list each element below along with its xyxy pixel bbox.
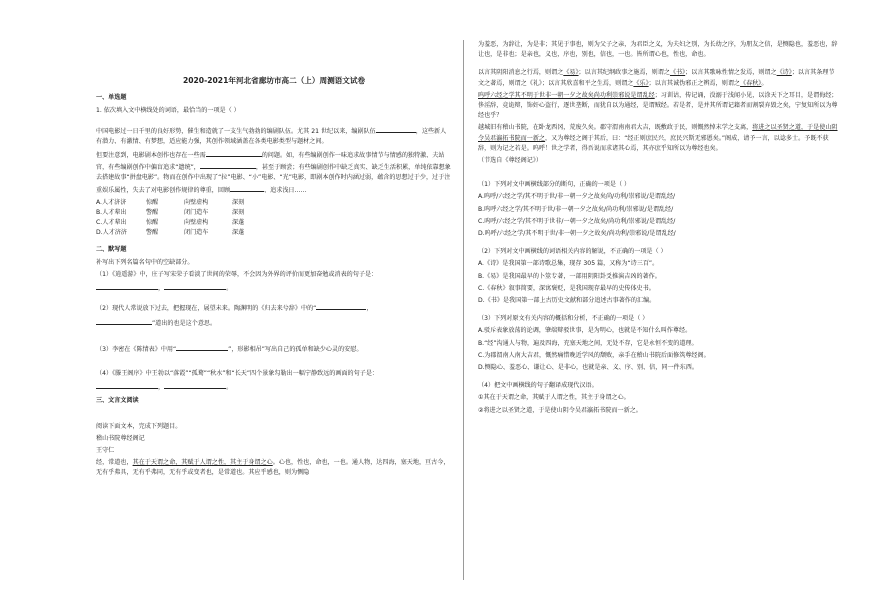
passage-text-cont-2: 以言其阴阳消息之行焉，则谓之《易》；以言其纪纲政事之施焉，则谓之《书》；以言其歌咏性情之发焉，则谓之《诗》；以言其条理节文之著焉，则谓之《礼》；以言其欣喜和平之生焉，则谓之《乐》；以言其诚伪邪正之辨焉，则谓之《春秋》。 xyxy=(478,69,835,87)
answer-blank xyxy=(176,343,228,351)
subquestion-3-option-a: A.驳斥表象放荡的论调，肇端辩驳世事，是为明心，也就是不知什么叫作尊经。 xyxy=(478,327,692,335)
answer-blank xyxy=(164,381,226,389)
question-2-intro: 补写出下列名篇名句中的空缺部分。 xyxy=(96,258,194,266)
subquestion-3-option-b: B.“经”沟通人与物，遍及四海，充塞天地之间，无处不存，它是永恒不变的道理。 xyxy=(478,339,698,347)
subquestion-1: （1）下列对文中画横线部分的断句，正确的一项是（ ） xyxy=(478,181,631,189)
answer-blank xyxy=(230,184,264,192)
answer-blank xyxy=(376,125,416,133)
right-column xyxy=(478,40,840,418)
subquestion-1-option-a: A.呜呼/六经之学/其不明于世/非一朝一夕之故矣尚/功利/崇邪说/是谓乱经/ xyxy=(478,193,676,201)
answer-blank xyxy=(316,302,366,310)
subquestion-1-option-c: C.呜呼/六经之学/其不明于世非/一朝一夕之故矣/尚功利/崇邪说/是谓乱经/ xyxy=(478,217,676,225)
subquestion-2-option-d: D.《书》是我国第一部上古历史文献和部分追述古事著作的汇编。 xyxy=(478,297,656,305)
page-title: 2020-2021年河北省廊坊市高二（上）周测语文试卷 xyxy=(182,76,366,85)
subquestion-1-option-d: D.呜呼/六经之学/其不明于世/非一朝一夕之故矣/尚功利/崇邪说/是谓乱经/ xyxy=(478,230,676,238)
option-d: D.人才济济 警醒 闭门造车 深蓬 xyxy=(96,229,245,237)
question-1-paragraph-1: 中国电影过一日千里的良好形势，催生和造就了一支生气勃勃的编剧队伍。尤其 21 世纪以来，编剧队伍 ，这些新人有潜力、有激情、有梦想，适应能力强，其创作领域涵盖在各类电影类型与题材之间。 xyxy=(96,125,452,147)
answer-blank xyxy=(96,317,152,325)
passage-text-start: 经，常道也，其在于天谓之命，其赋于人谓之性，其主于身谓之心。心也，性也，命也，一也。通人物，达四海，塞天地，亘古今，无有乎弗具，无有乎弗同，无有乎或变者也，是常道也。其应乎感也，则为恻隐 xyxy=(96,459,450,477)
passage-text-cont-4: 越城旧有稽山书院，在卧龙西冈，荒废久矣。郡守渭南南君大吉，既敷政于民，则慨然悼末学之支离，将进之以圣贤之道，于是使山阴令吴君瀛拓书院而一新之，又为尊经之阁于其后，曰：“经正则庶民兴，庶民兴斯无邪慝矣。”阁成，请予一言，以谂多士。予既不获辞，则为记之若是。呜呼！世之学者，得吾说而求诸其心焉，其亦庶乎知所以为尊经也矣。 xyxy=(478,124,838,152)
subquestion-4-item-1: ①其在于天谓之命，其赋于人谓之性，其主于身谓之心。 xyxy=(478,394,630,402)
question-2-part-3: （3）李密在《陈情表》中用“ ”，形影相吊”写出自己的孤单和缺少心灵的安慰。 xyxy=(96,343,452,355)
question-2-part-1-answer: ， 。 xyxy=(96,282,452,294)
section-heading-classical-reading: 三、文言文阅读 xyxy=(96,397,139,405)
question-2-part-2-cont: ”道出的也是这个意思。 xyxy=(96,317,452,329)
question-2-part-4: （4）《滕王阁序》中王勃以“落霞”“孤鹜”“秋水”和“长天”四个景象勾勒出一幅宁静致远的画面的句子是： xyxy=(96,370,379,378)
question-1-paragraph-2: 但要注意到，电影剧本创作也存在一些需 的问题。如，有些编剧创作一味追求故事情节与情感的独特激、夫站官，有些编剧创作中偏盲追求“遗统”， ，甚至于顾尝；有些编剧创作中缺乏真实、缺乏生活积累，单纯依靠想象去搭建故事“拼盘电影”。物而在创作中出现了“拉”电影、“小”电影、“光”电影，即剧本创作时内涵过弱，蕴含的思想过于少，过于注重娱乐属性，失去了对电影创作规律的尊重，回顾 、追求浅日…… xyxy=(96,149,452,196)
question-2-part-2: （2）现代人常说放下过去，把握现在，展望未来。陶渊明的《归去来兮辞》中的“ ， xyxy=(96,302,452,314)
subquestion-2-option-b: B.《易》是我国最早的卜筮专著，一部用阴阳卦爻推演吉凶的著作。 xyxy=(478,272,661,280)
question-2-part-1: （1）《逍遥游》中，庄子写宋荣子看淡了世间的荣辱，不会因为外界的评价而更加奋勉或消表的句子是： xyxy=(96,271,378,279)
answer-blank xyxy=(206,149,262,157)
subquestion-1-option-b: B.呜呼六经之学/其不明于世/非一朝一夕之故矣/尚功利/崇邪说/是谓乱经/ xyxy=(478,205,674,213)
column-divider xyxy=(463,40,464,580)
option-c: C.人才辈出 惊醒 向壁虚构 深蓬 xyxy=(96,219,245,227)
question-2-part-4-answer: ， 。 xyxy=(96,381,452,393)
option-b: B.人才辈出 警醒 闭门造车 深刻 xyxy=(96,209,245,217)
question-3-intro: 阅读下面文本，完成下列题目。 xyxy=(96,422,182,430)
answer-blank xyxy=(200,161,256,169)
section-heading-dictation: 二、默写题 xyxy=(96,245,127,253)
subquestion-2-option-c: C.《春秋》叙事简要，深寓褒贬，是我国现存最早的史传体史书。 xyxy=(478,284,655,292)
passage-source-note: （节选自《尊经阁记》） xyxy=(478,157,542,165)
passage-text-cont-1: 为羞恶，为辞让，为是非；其见于事也，则为父子之亲，为君臣之义，为夫妇之别，为长幼之序，为朋友之信，是恻隐也，羞恶也，辞让也，是非也；是亲也，义也，序也，别也，信也，一也。皆所谓心也，性也，命也。 xyxy=(478,41,838,59)
subquestion-4: （4）把文中画横线的句子翻译成现代汉语。 xyxy=(478,382,598,390)
subquestion-2: （2）下列对文中画横线的词语相关内容的解说，不正确的一项是（ ） xyxy=(478,248,667,256)
passage-text-cont-3: 呜呼六经之学其不明于世非一朝一夕之故矣尚功利崇邪说是谓乱经；习训诂，传记诵，没溺于浅闻小见，以涂天下之耳目，是谓侮经；侈淫辞，竞诡辩，饰奸心盗行，逐世垄断，而犹自以为通经，是谓贼经。若是者，是并其所谓记籍者而割裂弃毁之矣，宁复知所以为尊经也乎？ xyxy=(478,91,838,120)
answer-blank xyxy=(164,282,226,290)
passage-title: 稽山书院尊经阁记 xyxy=(96,434,145,442)
option-a: A.人才济济 惊醒 向壁虚构 深刻 xyxy=(96,198,245,206)
subquestion-4-item-2: ②将进之以圣贤之道，于是使山阴令吴君瀛拓书院而一新之。 xyxy=(478,406,642,414)
subquestion-3: （3）下列对原文有关内容的概括和分析，不正确的一项是（ ） xyxy=(478,315,649,323)
answer-blank xyxy=(96,282,158,290)
passage-author: 王守仁 xyxy=(96,447,115,455)
section-heading-single-choice: 一、单选题 xyxy=(96,94,127,102)
subquestion-3-option-d: D.恻隐心、羞恶心、谦让心、是非心，也就是亲、义、序、别、信，同一件东西。 xyxy=(478,364,698,372)
left-column xyxy=(96,40,452,481)
question-1-stem: 1. 依次填入文中横线处的词语，最恰当的一项是（ ） xyxy=(96,107,240,115)
subquestion-3-option-c: C.为郡渭南人南大吉君，慨然痛惜晚近学风的颓败，亲手在稽山书院后面修筑尊经阁。 xyxy=(478,351,710,359)
answer-blank xyxy=(96,381,158,389)
subquestion-2-option-a: A.《诗》是我国第一部诗歌总集，现存 305 篇，又称为“诗三百”。 xyxy=(478,260,659,268)
